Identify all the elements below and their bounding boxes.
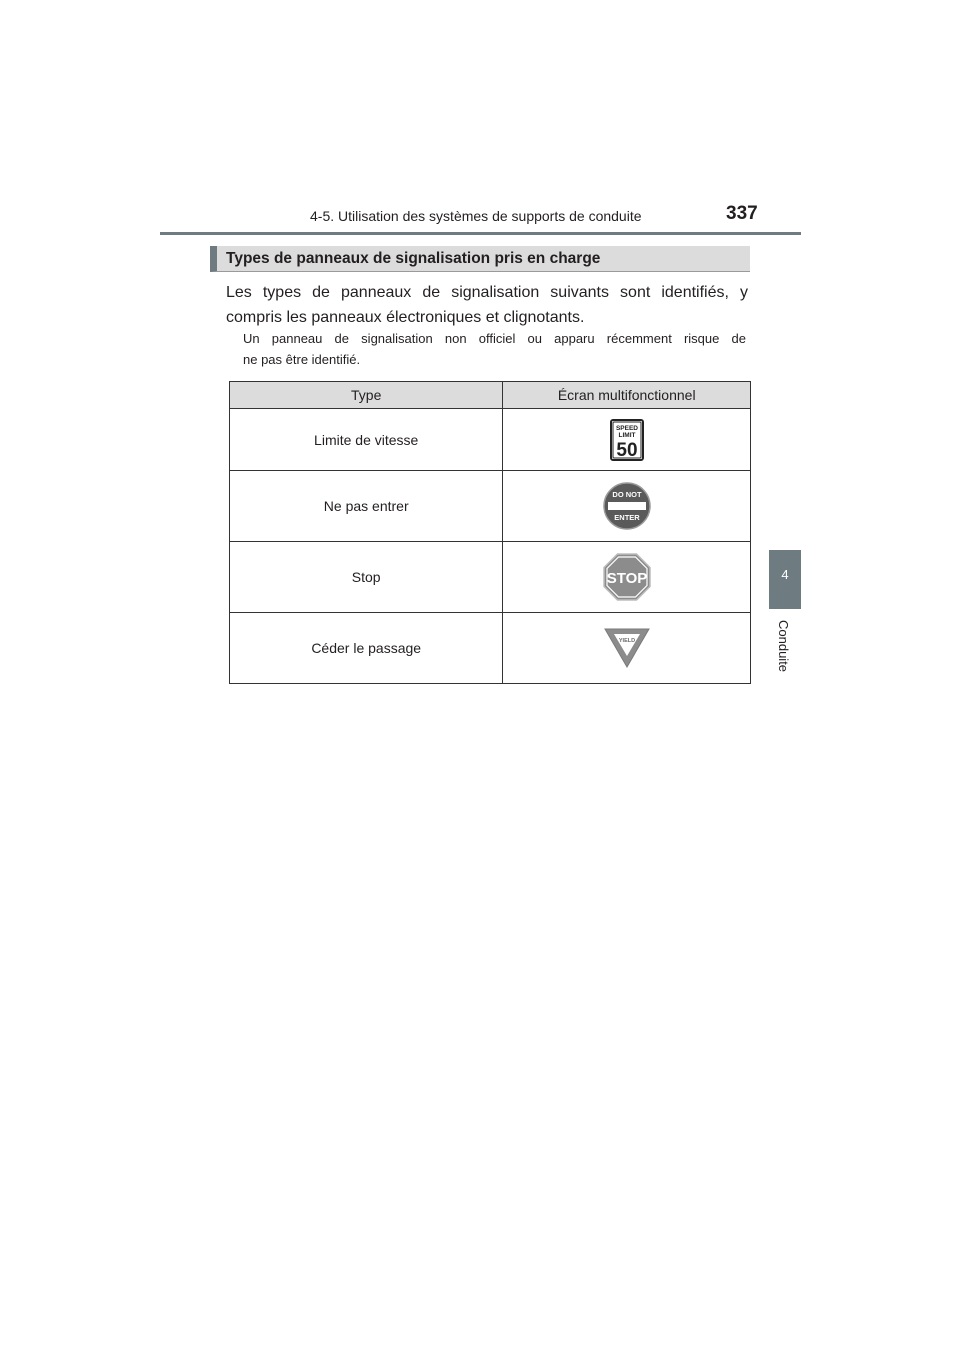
header-display: Écran multifonctionnel [503, 382, 751, 409]
sign-text-stop: STOP [606, 570, 647, 587]
sign-text-enter: ENTER [613, 513, 640, 522]
intro-line-1: Les types de panneaux de signalisation suivants sont identifiés, y [226, 284, 748, 301]
table-row [230, 409, 751, 471]
sign-text-speed: SPEED [615, 424, 638, 432]
stop-sign-icon [603, 553, 651, 601]
note-line-2: ne pas être identifié. [243, 352, 361, 367]
sign-text-do-not: DO NOT [612, 490, 642, 499]
header-section-path: 4-5. Utilisation des systèmes de supports de conduite [310, 208, 642, 224]
do-not-enter-sign-icon [603, 482, 651, 530]
section-title: Types de panneaux de signalisation pris en charge [226, 250, 601, 267]
sign-text-yield: YIELD [618, 638, 635, 644]
sign-text-limit: LIMIT [618, 431, 636, 439]
sign-type: Ne pas entrer [230, 471, 503, 542]
sign-type: Limite de vitesse [230, 409, 503, 471]
table-row [230, 542, 751, 613]
section-heading [210, 246, 750, 272]
sign-type: Stop [230, 542, 503, 613]
header-type: Type [230, 382, 503, 409]
page-number: 337 [726, 203, 758, 224]
chapter-tab[interactable]: 4 [769, 550, 801, 609]
chapter-label: Conduite [776, 620, 791, 673]
note-line-1: Un panneau de signalisation non officiel ou apparu récemment risque de [243, 331, 746, 346]
header-rule [160, 232, 801, 235]
note-paragraph [243, 328, 746, 370]
intro-paragraph [226, 280, 748, 330]
table-header-row [230, 382, 751, 409]
sign-type: Céder le passage [230, 613, 503, 684]
table-row [230, 471, 751, 542]
signs-table [229, 381, 751, 684]
sign-text-50: 50 [616, 439, 638, 461]
yield-sign-icon [603, 627, 651, 669]
table-row [230, 613, 751, 684]
intro-line-2: compris les panneaux électroniques et clignotants. [226, 309, 585, 326]
speed-limit-sign-icon [610, 419, 644, 461]
